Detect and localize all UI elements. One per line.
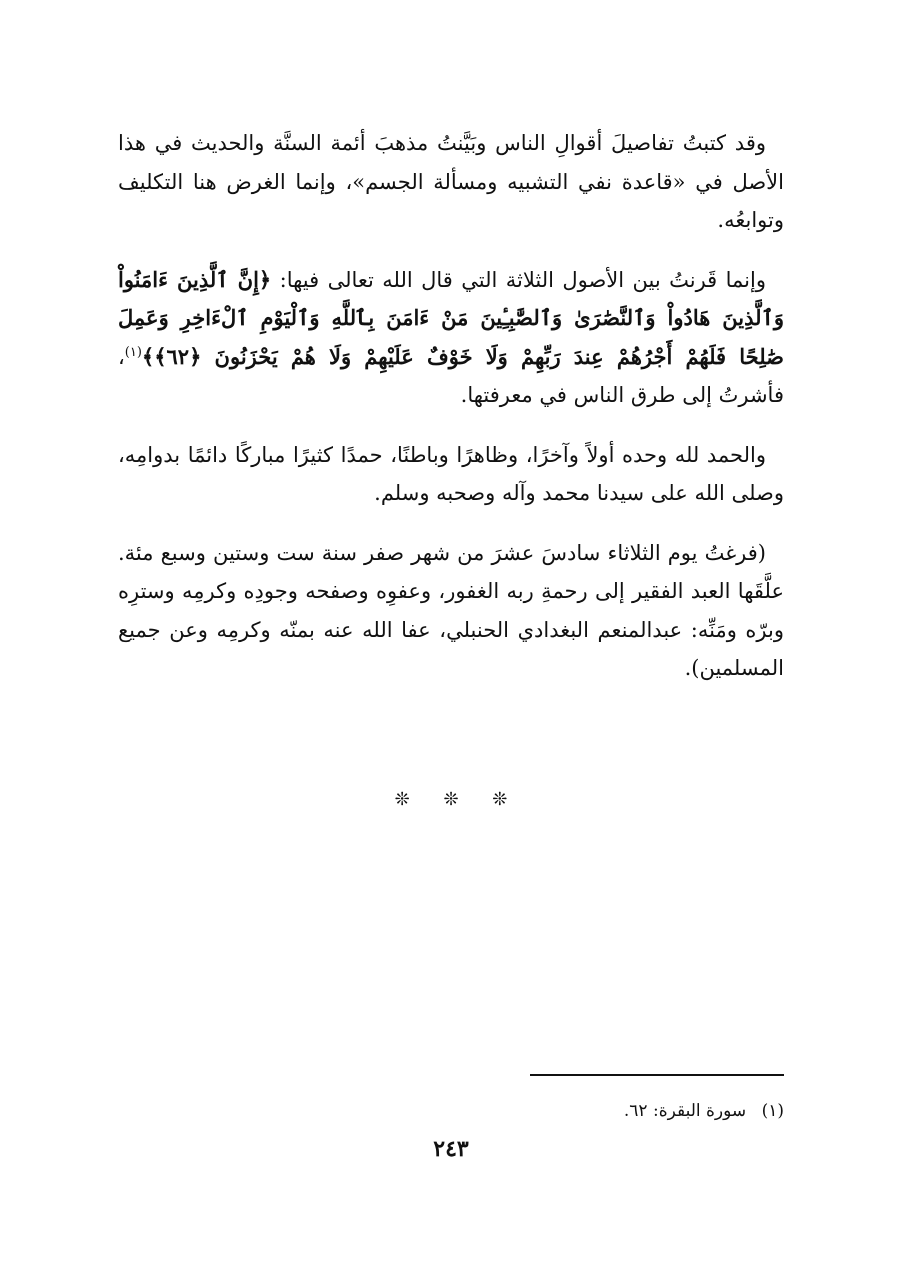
separator-star-icon: ❊ [443,789,459,810]
paragraph-4 [118,534,784,688]
page-body [118,124,784,1244]
separator-star-icon: ❊ [492,789,508,810]
paragraph-1 [118,124,784,240]
paragraph-3 [118,436,784,513]
separator-star-icon: ❊ [394,789,410,810]
paragraph-4-text: (فرغتُ يوم الثلاثاء سادسَ عشرَ من شهر صفر سنة ست وستين وسبع مئة. علَّقَها العبد الفقير إلى رحمةِ ربه الغفور، وعفوِه وصفحه وجودِه وكرمِه وسترِه وبرّه ومَنِّه: عبدالمنعم البغدادي الحنبلي، عفا الله عنه بمنّه وكرمِه وعن جميع المسلمين). [118,540,784,680]
paragraph-1-text: وقد كتبتُ تفاصيلَ أقوالِ الناس وبَيَّنتُ مذهبَ أئمة السنَّة والحديث في هذا الأصل في «قاعدة نفي التشبيه ومسألة الجسم»، وإنما الغرض هنا التكليف وتوابعُه. [118,131,784,232]
footnote-number: (١) [761,1101,784,1121]
section-separator [118,789,784,810]
footnote-text: سورة البقرة: ٦٢. [623,1101,747,1121]
footnote [118,1099,784,1123]
quran-verse: ﴿إِنَّ ٱلَّذِينَ ءَامَنُواْ وَٱلَّذِينَ هَادُواْ وَٱلنَّصَٰرَىٰ وَٱلصَّٰبِـِٔينَ مَنْ ءَامَنَ بِٱللَّهِ وَٱلْيَوْمِ ٱلْءَاخِرِ وَعَمِلَ صَٰلِحًا فَلَهُمْ أَجْرُهُمْ عِندَ رَبِّهِمْ وَلَا خَوْفٌ عَلَيْهِمْ وَلَا هُمْ يَحْزَنُونَ ﴿٦٢﴾﴾ [118,266,784,369]
paragraph-2 [118,261,784,415]
footnote-reference: (١) [124,344,142,360]
paragraph-3-text: والحمد لله وحده أولاً وآخرًا، وظاهرًا وباطنًا، حمدًا كثيرًا مباركًا دائمًا بدوامِه، وصلى الله على سيدنا محمد وآله وصحبه وسلم. [118,442,784,505]
paragraph-2-intro: وإنما قَرنتُ بين الأصول الثلاثة التي قال الله تعالى فيها: [279,267,766,292]
page-number: ٢٤٣ [433,1136,469,1162]
footnote-divider [530,1074,784,1076]
paragraph-2-rest: ، فأشرتُ إلى طرق الناس في معرفتها. [118,344,784,407]
